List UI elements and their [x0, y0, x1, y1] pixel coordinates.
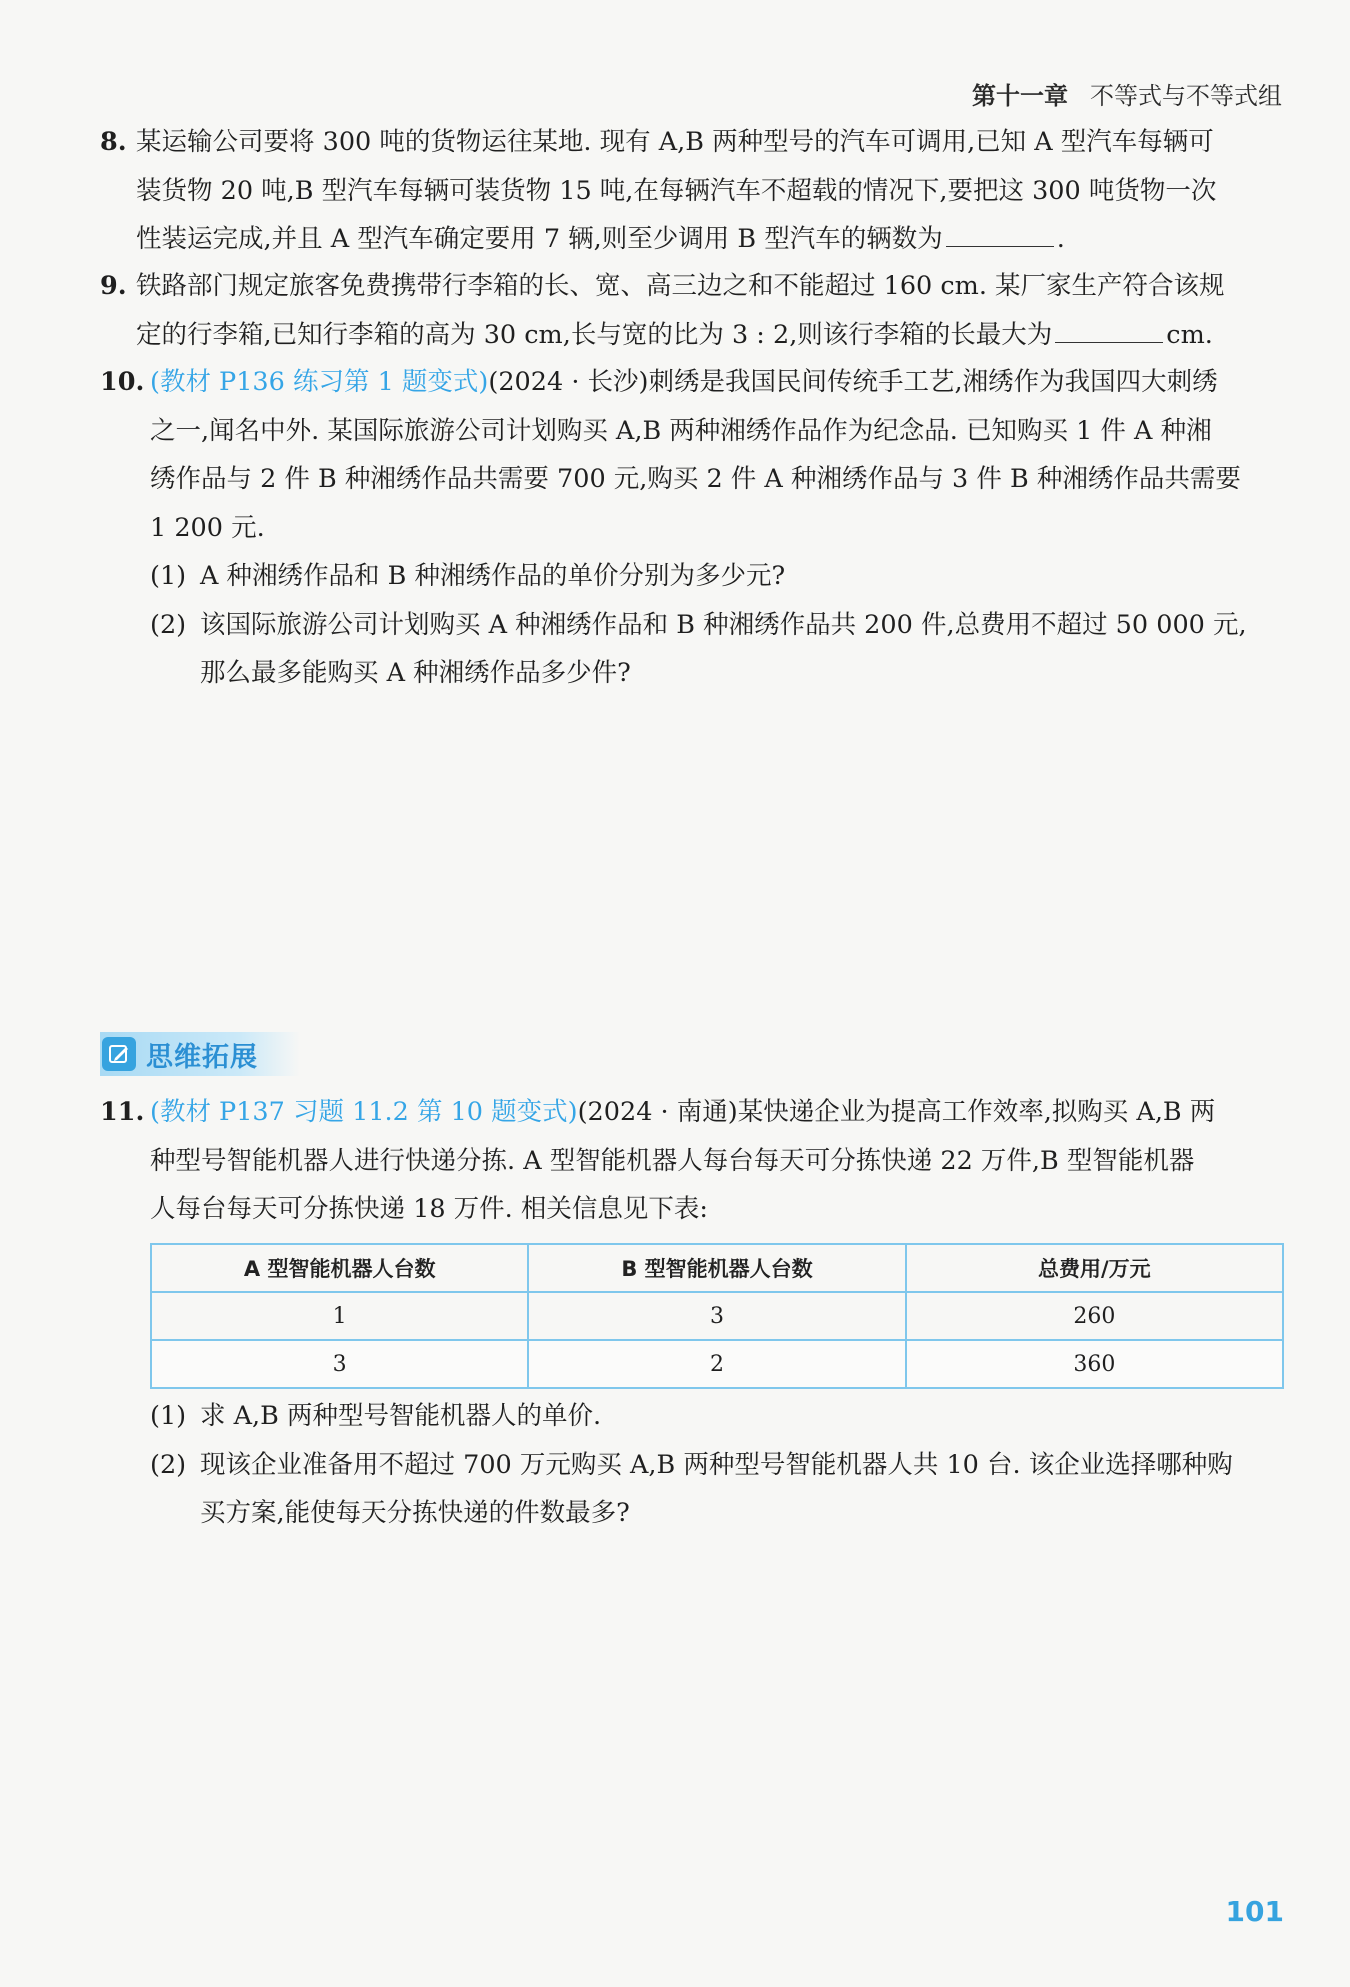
question-8	[100, 118, 1286, 264]
table-header-row	[151, 1244, 1283, 1292]
question-11-subs	[100, 1392, 1286, 1538]
question-number: 10.	[100, 367, 145, 397]
table-cell: 1	[151, 1292, 528, 1340]
table-cell: 360	[906, 1340, 1283, 1388]
textbook-source: (教材 P137 习题 11.2 第 10 题变式)	[150, 1097, 578, 1127]
question-number: 9.	[100, 271, 127, 301]
question-text-line: 1 200 元.	[150, 512, 265, 543]
question-number: 11.	[100, 1097, 145, 1127]
page-number: 101	[1225, 1895, 1284, 1928]
table-cell: 3	[151, 1340, 528, 1388]
table-row	[151, 1340, 1283, 1388]
question-text-line: 之一,闻名中外. 某国际旅游公司计划购买 A,B 两种湘绣作品作为纪念品. 已知购买 1 件 A 种湘	[150, 415, 1212, 446]
pencil-icon	[102, 1037, 136, 1071]
question-text-line: 装货物 20 吨,B 型汽车每辆可装货物 15 吨,在每辆汽车不超载的情况下,要把这 300 吨货物一次	[136, 175, 1217, 206]
question-11	[100, 1088, 1286, 1234]
question-text-line: 某运输公司要将 300 吨的货物运往某地. 现有 A,B 两种型号的汽车可调用,已知 A 型汽车每辆可	[136, 127, 1214, 157]
info-table	[150, 1243, 1284, 1389]
section-title: 思维拓展	[146, 1041, 258, 1073]
sub-question-2: (2) 该国际旅游公司计划购买 A 种湘绣作品和 B 种湘绣作品共 200 件,总费用不超过 50 000 元, 那么最多能购买 A 种湘绣作品多少件?	[150, 609, 1247, 688]
sub-question-1: (1) A 种湘绣作品和 B 种湘绣作品的单价分别为多少元?	[150, 561, 786, 591]
question-9	[100, 262, 1286, 359]
table-cell: 260	[906, 1292, 1283, 1340]
table-header: A 型智能机器人台数	[151, 1244, 528, 1292]
chapter-label: 第十一章	[972, 82, 1068, 110]
table-row	[151, 1292, 1283, 1340]
page-header	[972, 76, 1282, 111]
question-text-line: 铁路部门规定旅客免费携带行李箱的长、宽、高三边之和不能超过 160 cm. 某厂家生产符合该规	[136, 271, 1225, 301]
sub-question-2: (2) 现该企业准备用不超过 700 万元购买 A,B 两种型号智能机器人共 10 台. 该企业选择哪种购 买方案,能使每天分拣快递的件数最多?	[150, 1449, 1233, 1528]
question-text-line: (教材 P136 练习第 1 题变式)(2024 · 长沙)刺绣是我国民间传统手工艺,湘绣作为我国四大刺绣	[150, 367, 1218, 397]
answer-blank[interactable]	[1055, 341, 1163, 343]
chapter-title: 不等式与不等式组	[1090, 82, 1282, 110]
sub-question-1: (1) 求 A,B 两种型号智能机器人的单价.	[150, 1401, 602, 1431]
question-text-line: 种型号智能机器人进行快递分拣. A 型智能机器人每台每天可分拣快递 22 万件,B 型智能机器	[150, 1145, 1195, 1176]
question-number: 8.	[100, 127, 127, 157]
question-10	[100, 358, 1286, 698]
question-text-line: 性装运完成,并且 A 型汽车确定要用 7 辆,则至少调用 B 型汽车的辆数为 .	[136, 224, 1065, 254]
textbook-source: (教材 P136 练习第 1 题变式)	[150, 367, 489, 397]
question-text-line: 绣作品与 2 件 B 种湘绣作品共需要 700 元,购买 2 件 A 种湘绣作品与 3 件 B 种湘绣作品共需要	[150, 464, 1241, 494]
question-text-line: (教材 P137 习题 11.2 第 10 题变式)(2024 · 南通)某快递企业为提高工作效率,拟购买 A,B 两	[150, 1097, 1216, 1127]
table-header: B 型智能机器人台数	[528, 1244, 905, 1292]
question-text-line: 定的行李箱,已知行李箱的高为 30 cm,长与宽的比为 3 : 2,则该行李箱的长最大为 cm.	[136, 319, 1213, 350]
table-header: 总费用/万元	[906, 1244, 1283, 1292]
question-text-line: 人每台每天可分拣快递 18 万件. 相关信息见下表:	[150, 1194, 708, 1224]
table-cell: 2	[528, 1340, 905, 1388]
answer-blank[interactable]	[946, 245, 1054, 247]
section-banner	[100, 1032, 300, 1076]
table-cell: 3	[528, 1292, 905, 1340]
